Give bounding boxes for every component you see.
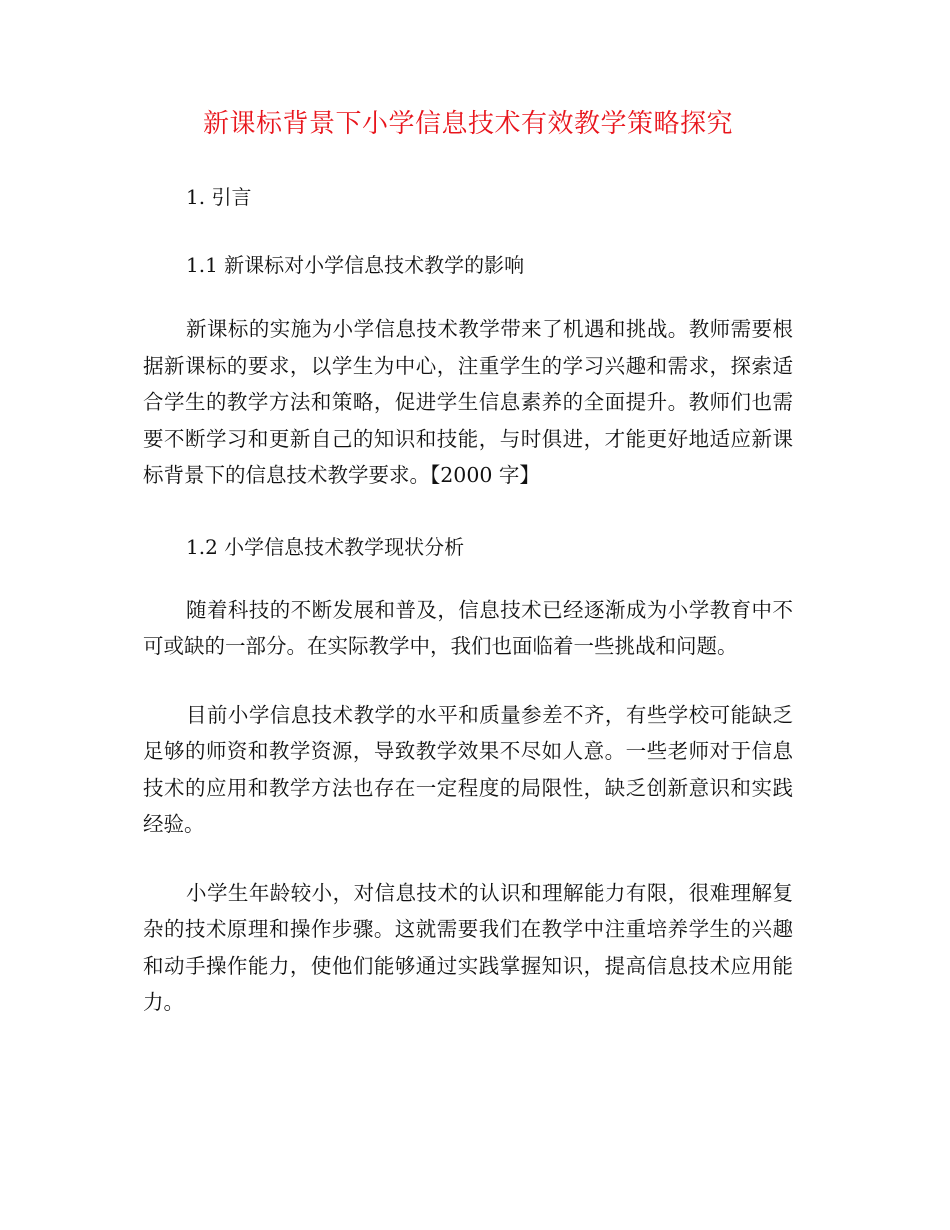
subsection-heading-1-2: 1.2 小学信息技术教学现状分析 xyxy=(186,534,465,559)
document-title: 新课标背景下小学信息技术有效教学策略探究 xyxy=(202,109,733,139)
paragraph-current-status: 随着科技的不断发展和普及，信息技术已经逐渐成为小学教育中不可或缺的一部分。在实际教学中，我们也面临着一些挑战和问题。 xyxy=(143,597,793,658)
paragraph-teaching-quality: 目前小学信息技术教学的水平和质量参差不齐，有些学校可能缺乏足够的师资和教学资源，导致教学效果不尽如人意。一些老师对于信息技术的应用和教学方法也存在一定程度的局限性，缺乏创新意识和实践经验。 xyxy=(143,702,793,836)
paragraph-curriculum-impact: 新课标的实施为小学信息技术教学带来了机遇和挑战。教师需要根据新课标的要求，以学生为中心，注重学生的学习兴趣和需求，探索适合学生的教学方法和策略，促进学生信息素养的全面提升。教师们也需要不断学习和更新自己的知识和技能，与时俱进，才能更好地适应新课标背景下的信息技术教学要求。【2000 字】 xyxy=(143,317,793,487)
paragraph-student-ability: 小学生年龄较小，对信息技术的认识和理解能力有限，很难理解复杂的技术原理和操作步骤。这就需要我们在教学中注重培养学生的兴趣和动手操作能力，使他们能够通过实践掌握知识，提高信息技术应用能力。 xyxy=(143,880,793,1014)
subsection-heading-1-1: 1.1 新课标对小学信息技术教学的影响 xyxy=(186,253,525,277)
section-heading-introduction: 1. 引言 xyxy=(186,185,252,209)
